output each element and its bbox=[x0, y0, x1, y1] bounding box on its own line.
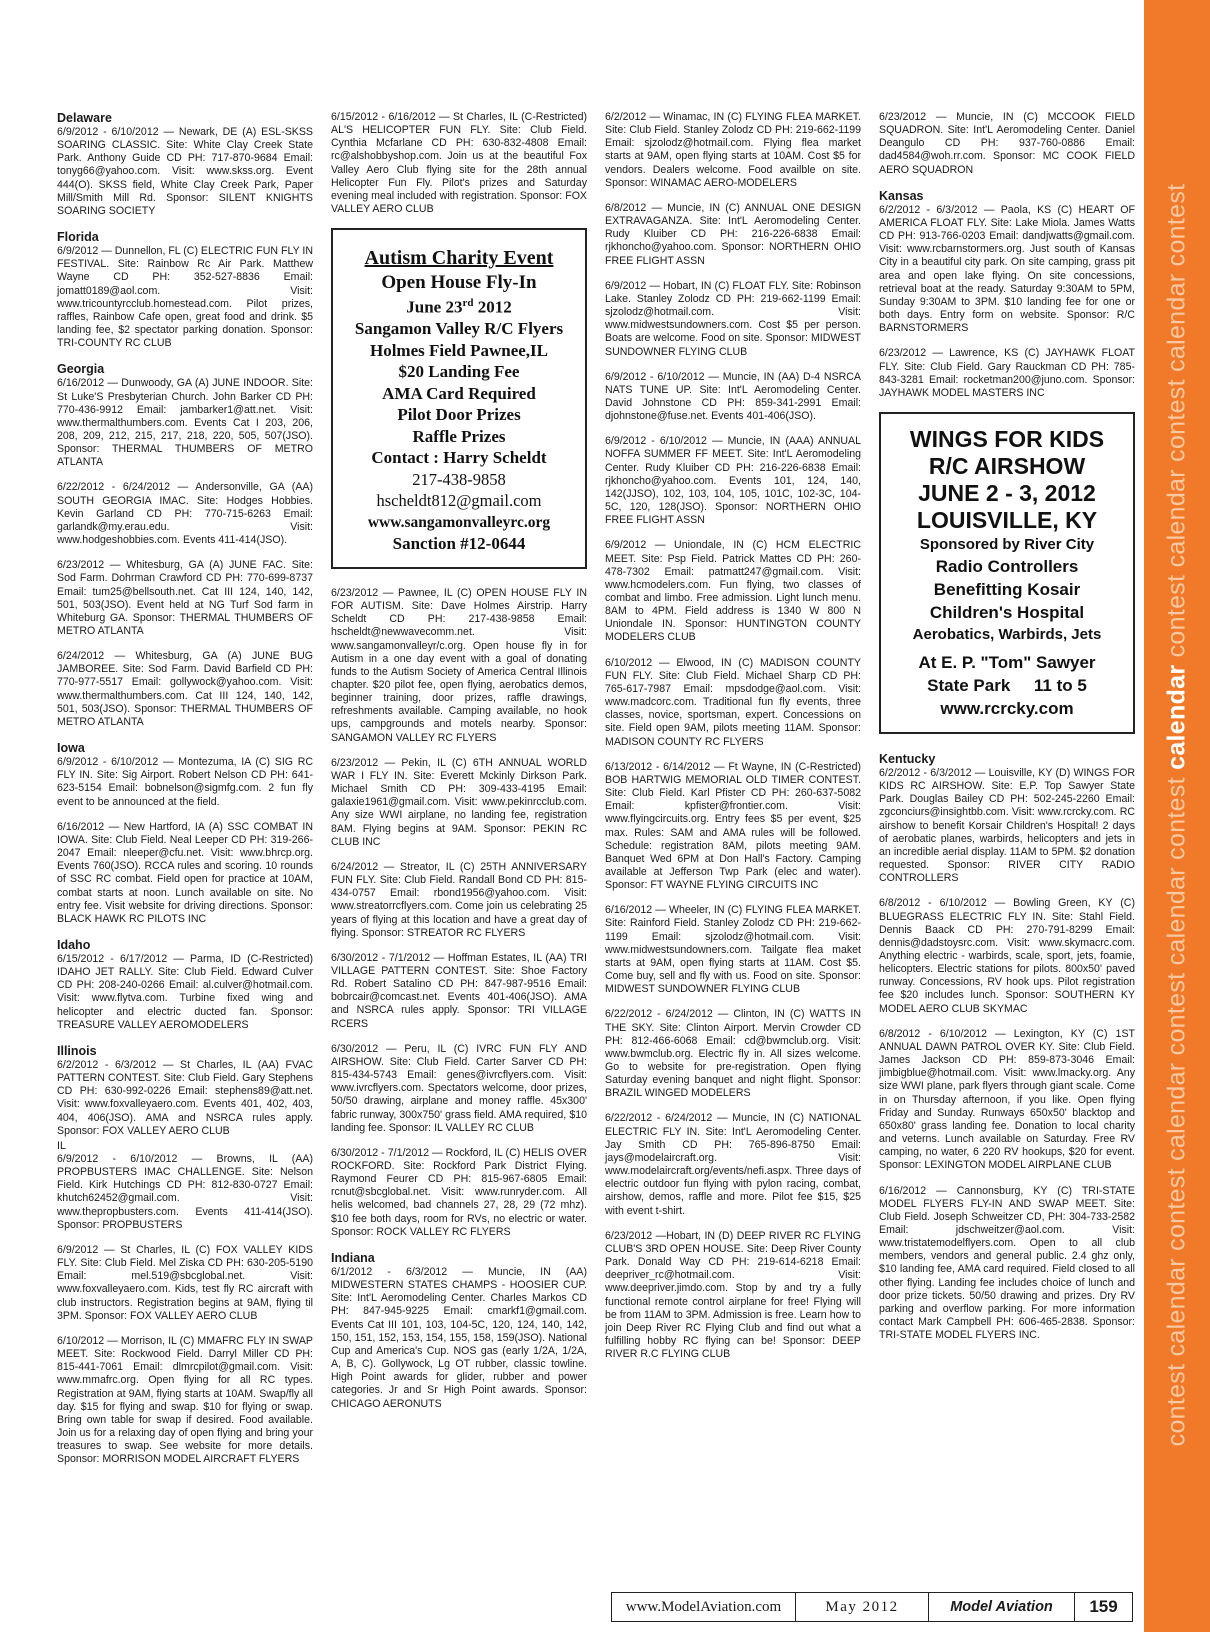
event-entry: 6/15/2012 - 6/16/2012 — St Charles, IL (C-Restricted) AL'S HELICOPTER FUN FLY. Site: Club Field. Cynthia Mcfarlane CD PH: 630-832-4808 Email: rc@alshobbyshop.com. Join us at the beautiful Fox Valley Aero Club flying site for the 28th annual Helicopter Fun Fly. Pilot's prizes and Saturday evening meal included with registration. Sponsor: FOX VALLEY AERO CLUB bbox=[331, 111, 587, 216]
event-entry: 6/30/2012 — Peru, IL (C) IVRC FUN FLY AND AIRSHOW. Site: Club Field. Carter Sarver CD PH: 815-434-5743 Email: genes@ivrcflyers.com. Visit: www.ivrcflyers.com. Spectators welcome, door prizes, 50/50 drawing, airplane and money raffle. 45x300' fabric runway, 300x750' grass field. AMA required, $10 landing fee. Sponsor: IL VALLEY RC CLUB bbox=[331, 1042, 587, 1134]
ad-line: Pilot Door Prizes bbox=[397, 405, 521, 425]
page-number: 159 bbox=[1089, 1597, 1118, 1616]
event-entry: 6/22/2012 - 6/24/2012 — Andersonville, GA (AA) SOUTH GEORGIA IMAC. Site: Hodges Hobbies. Kevin Garland CD PH: 770-715-6263 Email: garlandk@my.erau.edu. Visit: www.hodgeshobbies.com. Events 411-414(JSO). bbox=[57, 481, 313, 547]
ad-line: Open House Fly-In bbox=[381, 271, 537, 293]
sidebar-word-highlight: calendar bbox=[1162, 664, 1191, 770]
event-entry: 6/23/2012 — Pekin, IL (C) 6TH ANNUAL WORLD WAR I FLY IN. Site: Everett Mckinly Dirkson Park. Michael Smith CD PH: 309-433-4195 Email: galaxie1961@gmail.com. Visit: www.pekinrcclub.com. Any size WWI airplane, no landing fee, registration 8AM. Flying begins at 9AM. Sponsor: PEKIN RC CLUB INC bbox=[331, 756, 587, 848]
ad-line: Raffle Prizes bbox=[412, 426, 506, 446]
sidebar-word: calendar bbox=[1162, 1258, 1191, 1357]
ad-line: Radio Controllers bbox=[935, 556, 1079, 576]
sidebar-word: calendar bbox=[1162, 469, 1191, 568]
ad-line: Holmes Field Pawnee,IL bbox=[369, 340, 548, 360]
ad-website: www.rcrcky.com bbox=[940, 698, 1074, 718]
event-entry: 6/24/2012 — Streator, IL (C) 25TH ANNIVERSARY FUN FLY. Site: Club Field. Randall Bond CD PH: 815-434-0757 Email: rbond1956@yahoo.com. Visit: www.streatorrcflyers.com. Come join us celebrating 25 years of flying at this location and have a great day of flying. Sponsor: STREATOR RC FLYERS bbox=[331, 860, 587, 939]
state-heading: Idaho bbox=[57, 937, 91, 952]
event-entry: 6/9/2012 - 6/10/2012 — Muncie, IN (AAA) ANNUAL NOFFA SUMMER FF MEET. Site: Int'L Aeromodeling Center. Rudy Kluiber CD PH: 216-226-6838 Email: rjkhoncho@yahoo.com. Events 101, 124, 140, 142(JJSO), 102, 103, 104, 105, 101C, 102-3C, 104-5C, 120, 128(JSO). Sponsor: NORTHERN OHIO FREE FLIGHT ASSN bbox=[605, 435, 861, 527]
event-entry: 6/30/2012 - 7/1/2012 — Rockford, IL (C) HELIS OVER ROCKFORD. Site: Rockford Park District Flying. Raymond Feurer CD PH: 815-967-6805 Email: rcnut@sbcglobal.net. Visit: www.runryder.com. All helis welcomed, bad channels 27, 28, 29 (72 mhz). $10 fee both days, room for RVs, no electric or water. Sponsor: ROCK VALLEY RC FLYERS bbox=[331, 1146, 587, 1238]
ad-date: June 23rd 2012 bbox=[406, 297, 512, 317]
sidebar-word: contest bbox=[1162, 972, 1191, 1056]
event-entry: 6/16/2012 — Dunwoody, GA (A) JUNE INDOOR. Site: St Luke'S Presbyterian Church. John Barker CD PH: 770-436-9912 Email: jambarker1@att.net. Visit: www.thermalthumbers.com. Events Cat I 203, 206, 208, 209, 212, 215, 217, 218, 220, 505, 507(JSO). Sponsor: THERMAL THUMBERS OF METRO ATLANTA bbox=[57, 377, 313, 469]
state-heading: Kansas bbox=[879, 188, 924, 203]
event-entry: 6/9/2012 — Hobart, IN (C) FLOAT FLY. Site: Robinson Lake. Stanley Zolodz CD PH: 219-662-1199 Email: sjzolodz@hotmail.com. Visit: www.midwestsundowners.com. Cost $5 per person. Boats are welcome. Food on site. Sponsor: MIDWEST SUNDOWNER FLYING CLUB bbox=[605, 279, 861, 358]
event-entry: 6/23/2012 — Lawrence, KS (C) JAYHAWK FLOAT FLY. Site: Club Field. Gary Rauckman CD PH: 785-843-3281 Email: rocketman200@juno.com. Sponsor: JAYHAWK MODEL MASTERS INC bbox=[879, 347, 1135, 399]
ad-line: $20 Landing Fee bbox=[398, 362, 520, 382]
event-entry: 6/23/2012 — Whitesburg, GA (A) JUNE FAC. Site: Sod Farm. Dohrman Crawford CD PH: 770-699-8737 Email: tum25@bellsouth.net. Cat III 124, 140, 142, 501, 503(JSO). Event held at NG Turf Sod farm in Whiteburg GA. Sponsor: THERMAL THUMBERS OF METRO ATLANTA bbox=[57, 559, 313, 637]
event-entry: 6/22/2012 - 6/24/2012 — Muncie, IN (C) NATIONAL ELECTRIC FLY IN. Site: Int'L Aeromodeling Center. Jay Smith CD PH: 765-896-8750 Email: jays@modelaircraft.org. Visit: www.modelaircraft.org/events/nefi.aspx. Three days of electric outdoor fun flying with pylon racing, combat, airshow, demos, raffle and more. Pilot fee $15, $25 with event t-shirt. bbox=[605, 1112, 861, 1217]
sidebar-word: contest bbox=[1162, 777, 1191, 860]
ad-headline: WINGS FOR KIDS bbox=[909, 425, 1105, 452]
ad-line: Contact : Harry Scheldt bbox=[371, 448, 547, 468]
state-heading: Kentucky bbox=[879, 751, 936, 766]
event-entry: 6/23/2012 —Hobart, IN (D) DEEP RIVER RC FLYING CLUB'S 3RD OPEN HOUSE. Site: Deep River County Park. Donald Way CD PH: 219-614-6218 Email: deepriver_rc@hotmail.com. Visit: www.deepriver.jimdo.com. Stop by and try a fully functional remote control airplane for free! Flying will be from 11AM to 3PM. Admission is free. Learn how to join Deep River RC Flying Club and find out what a fulfilling hobby RC flying can be! Sponsor: DEEP RIVER R.C FLYING CLUB bbox=[605, 1229, 861, 1361]
sidebar-word: calendar bbox=[1162, 1062, 1191, 1161]
footer-date: May 2012 bbox=[796, 1593, 929, 1621]
event-entry: 6/16/2012 — Cannonsburg, KY (C) TRI-STATE MODEL FLYERS FLY-IN AND SWAP MEET. Site: Club Field. Joseph Schweitzer CD, PH: 304-733-2582 Email: jdschweitzer@aol.com. Visit: www.tristatemodelflyers.com. Open to all club members, vendors and general public. 2.4 ghz only, $10 landing fee, AMA card required. Field closed to all other flying. Landing fee includes choice of lunch and door prize tickets. 50/50 drawing and prizes. Dry RV parking and overflow parking. For more information contact Mark Campbell PH: 606-465-2838. Sponsor: TRI-STATE MODEL FLYERS INC. bbox=[879, 1184, 1135, 1342]
state-tag: IL bbox=[57, 1139, 66, 1152]
footer-website[interactable]: www.ModelAviation.com bbox=[612, 1593, 796, 1621]
autism-charity-ad bbox=[331, 228, 587, 569]
event-entry: 6/16/2012 — New Hartford, IA (A) SSC COMBAT IN IOWA. Site: Club Field. Neal Leeper CD PH: 319-266-2047 Email: nleeper@cfu.net. Visit: www.bhrcp.org. Events 760(JSO). RCCA rules and scoring. 10 rounds of SSC RC combat. Field open for practice at 10AM, combat starts at noon. Lunch available on site. No entry fee. Visit website for driving directions. Sponsor: BLACK HAWK RC PILOTS INC bbox=[57, 820, 313, 925]
ad-headline: LOUISVILLE, KY bbox=[916, 506, 1098, 533]
column-1 bbox=[57, 111, 313, 1478]
state-heading: Illinois bbox=[57, 1043, 97, 1058]
event-entry: 6/30/2012 - 7/1/2012 — Hoffman Estates, IL (AA) TRI VILLAGE PATTERN CONTEST. Site: Shoe Factory Rd. Robert Satalino CD PH: 847-987-9516 Email: bobrcair@comcast.net. Events 401-406(JSO). AMA and NSRCA rules apply. Sponsor: TRI VILLAGE RCERS bbox=[331, 951, 587, 1030]
event-entry: 6/10/2012 — Elwood, IN (C) MADISON COUNTY FUN FLY. Site: Club Field. Michael Sharp CD PH: 765-617-7987 Email: mpsdodge@aol.com. Visit: www.madcorc.com. Traditional fun fly events, three classes, novice, sportsman, expert. Concessions on site. Field open 9AM, pilots meeting 11AM. Sponsor: MADISON COUNTY RC FLYERS bbox=[605, 656, 861, 748]
state-heading: Georgia bbox=[57, 362, 105, 377]
column-2 bbox=[331, 111, 587, 1423]
state-heading: Indiana bbox=[331, 1250, 375, 1265]
event-entry: 6/16/2012 — Wheeler, IN (C) FLYING FLEA MARKET. Site: Rainford Field. Stanley Zolodz CD PH: 219-662-1199 Email: sjzolodz@hotmail.com. Visit: www.midwestsundowners.com. Tailgate flea maket starts at 9AM, open flying starts at 11AM. Cost $5. Come buy, sell and fly with us. Food on site. Sponsor: MIDWEST SUNDOWNER FLYING CLUB bbox=[605, 904, 861, 996]
ad-line: Benefitting Kosair bbox=[933, 579, 1081, 599]
column-4 bbox=[879, 111, 1135, 1354]
event-entry: 6/9/2012 — Dunnellon, FL (C) ELECTRIC FUN FLY IN FESTIVAL. Site: Rainbow Rc Air Park. Matthew Wayne CD PH: 352-527-8836 Email: jomatt0189@aol.com. Visit: www.tricountyrcclub.homestead.com. Pilot prizes, raffles, Rainbow Cafe open, great food and drink. $5 landing fee, $2 spectator parking donation. Sponsor: TRI-COUNTY RC CLUB bbox=[57, 245, 313, 350]
event-entry: 6/9/2012 - 6/10/2012 — Browns, IL (AA) PROPBUSTERS IMAC CHALLENGE. Site: Nelson Field. Kirk Hutchings CD PH: 812-830-0727 Email: khutch62452@gmail.com. Visit: www.thepropbusters.com. Events 411-414(JSO). Sponsor: PROPBUSTERS bbox=[57, 1153, 313, 1231]
event-entry: 6/8/2012 - 6/10/2012 — Bowling Green, KY (C) BLUEGRASS ELECTRIC FLY IN. Site: Stahl Field. Dennis Baack CD PH: 270-791-8299 Email: dennis@dadstoysrc.com. Visit: www.skymacrc.com. Anything electric - warbirds, scale, sport, jets, foamie, helicopters. Electric stations for pilots. 800x50' paved runway. Concessions, RV hook ups. Pilot registration fee $20 includes lunch. Sponsor: SOUTHERN KY MODEL AERO CLUB SKYMAC bbox=[879, 897, 1135, 1015]
event-entry: 6/24/2012 — Whitesburg, GA (A) JUNE BUG JAMBOREE. Site: Sod Farm. David Barfield CD PH: 770-977-5517 Email: gollywock@yahoo.com. Visit: www.thermalthumbers.com. Cat III 124, 140, 142, 501, 503(JSO). Sponsor: THERMAL THUMBERS OF METRO ATLANTA bbox=[57, 650, 313, 728]
sidebar-word: contest bbox=[1162, 1168, 1191, 1251]
event-entry: 6/23/2012 — Pawnee, IL (C) OPEN HOUSE FLY IN FOR AUTISM. Site: Dave Holmes Airstrip. Harry Scheldt CD PH: 217-438-9858 Email: hscheldt@newwavecomm.net. Visit: www.sangamonvalleyr/c.org. Open house fly in for Autism in a one day event with a goal of donating funds to the Autism Society of America Central Illinois chapter. $20 pilot fee, open flying, aerobatics demos, beginner training, door prizes, raffle drawings, refreshments available. Camping available, no hook ups, campgrounds and motels nearby. Sponsor: SANGAMON VALLEY RC FLYERS bbox=[331, 586, 587, 744]
event-entry: 6/9/2012 - 6/10/2012 — Montezuma, IA (C) SIG RC FLY IN. Site: Sig Airport. Robert Nelson CD PH: 641-623-5154 Email: bobnelson@sigmfg.com. 2 fun fly event to be announced at the field. bbox=[57, 756, 313, 808]
ad-title: Autism Charity Event bbox=[364, 247, 554, 270]
event-entry: 6/9/2012 — St Charles, IL (C) FOX VALLEY KIDS FLY. Site: Club Field. Mel Ziska CD PH: 630-205-5190 Email: mel.519@sbcglobal.net. Visit: www.foxvalleyaero.com. Kids, test fly RC aircraft with club instructors. Registration begins at 9AM, flying til 3PM. Sponsor: FOX VALLEY AERO CLUB bbox=[57, 1243, 313, 1322]
event-entry: 6/9/2012 - 6/10/2012 — Muncie, IN (AA) D-4 NSRCA NATS TUNE UP. Site: Int'L Aeromodeling Center. David Johnstone CD PH: 859-341-2991 Email: djohnstone@fuse.net. Events 401-406(JSO). bbox=[605, 370, 861, 423]
ad-line: At E. P. "Tom" Sawyer bbox=[918, 652, 1096, 672]
ad-website: www.sangamonvalleyrc.org bbox=[367, 513, 551, 531]
page-footer bbox=[611, 1592, 1133, 1622]
wings-for-kids-ad bbox=[879, 412, 1135, 734]
event-entry: 6/9/2012 - 6/10/2012 — Newark, DE (A) ESL-SKSS SOARING CLASSIC. Site: White Clay Creek State Park. Anthony Guide CD PH: 717-870-9684 Email: tonyg66@yahoo.com. Visit: www.skss.org. Event 444(O). SKSS field, White Clay Creek Park, Paper Mill/Smith Mill Rd. Sponsor: SILENT KNIGHTS SOARING SOCIETY bbox=[57, 126, 313, 217]
ad-headline: R/C AIRSHOW bbox=[928, 452, 1086, 479]
state-heading: Iowa bbox=[57, 741, 85, 756]
ad-line: Sanction #12-0644 bbox=[392, 534, 526, 554]
ad-line: AMA Card Required bbox=[382, 383, 536, 403]
ad-headline: JUNE 2 - 3, 2012 bbox=[918, 479, 1096, 506]
event-entry: 6/2/2012 - 6/3/2012 — Paola, KS (C) HEART OF AMERICA FLOAT FLY. Site: Lake Miola. James Watts CD PH: 913-766-0203 Email: dandjwatts@gmail.com. Visit: www.rcbarnstormers.org. Just south of Kansas City in a beautiful city park. On site camping, grass pit area and open lake flying. On site concessions, retrieval boat at the ready. Saturday 9:30AM to 5PM, Sunday 9:30AM to 3PM. $10 landing fee for one or both days. Entry form on website. Sponsor: R/C BARNSTORMERS bbox=[879, 203, 1135, 335]
ad-line: Children's Hospital bbox=[929, 602, 1085, 622]
event-entry: 6/22/2012 - 6/24/2012 — Clinton, IN (C) WATTS IN THE SKY. Site: Clinton Airport. Mervin Crowder CD PH: 812-466-6068 Email: cd@bwmclub.org. Visit: www.bwmclub.org. Electric fly in. All sizes welcome. Go to website for pre-registration. Open flying Saturday evening banquet and night flight. Sponsor: BRAZIL WINGED MODELERS bbox=[605, 1008, 861, 1100]
event-entry: 6/2/2012 — Winamac, IN (C) FLYING FLEA MARKET. Site: Club Field. Stanley Zolodz CD PH: 219-662-1199 Email: sjzolodz@hotmail.com. Flying flea market starts at 9AM, open flying starts at 10AM. Cost $5 for vendors. Dealers welcome. Food availble on site. Sponsor: WINAMAC AERO-MODELERS bbox=[605, 111, 861, 189]
sidebar-word: contest bbox=[1162, 379, 1191, 462]
ad-phone: 217-438-9858 bbox=[412, 469, 506, 489]
footer-magazine: Model Aviation bbox=[929, 1593, 1075, 1621]
event-entry: 6/13/2012 - 6/14/2012 — Ft Wayne, IN (C-Restricted) BOB HARTWIG MEMORIAL OLD TIMER CONTEST. Site: Club Field. Karl Pfister CD PH: 260-637-5082 Email: kpfister@frontier.com. Visit: www.flyingcircuits.org. Entry fees $5 per event, $25 max. Rules: SAM and AMA rules will be followed. Schedule: registration 8AM, pilots meeting 9AM. Banquet Wed 6PM at Don Hall's Factory. Camping available at Jefferson Twp Park (elec and water). Sponsor: FT WAYNE FLYING CIRCUITS INC bbox=[605, 760, 861, 892]
column-3 bbox=[605, 111, 861, 1373]
ad-email: hscheldt812@gmail.com bbox=[376, 491, 542, 511]
ad-line: Sponsored by River City bbox=[919, 535, 1095, 553]
sidebar-word: contest bbox=[1162, 574, 1191, 658]
event-entry: 6/9/2012 — Uniondale, IN (C) HCM ELECTRIC MEET. Site: Psp Field. Patrick Mattes CD PH: 260-478-7302 Email: patmatt247@gmail.com. Visit: www.hcmodelers.com. Fun flying, two classes of combat and limbo. Free admission. Light lunch menu. 8AM to 4PM. Field address is 1340 W 800 N Uniondale IN. Sponsor: HUNTINGTON COUNTY MODELERS CLUB bbox=[605, 539, 861, 644]
state-heading: Florida bbox=[57, 230, 99, 245]
ad-line: State Park 11 to 5 bbox=[927, 675, 1087, 695]
sidebar-word: calendar bbox=[1162, 273, 1191, 372]
sidebar-word: contest bbox=[1162, 183, 1191, 267]
event-entry: 6/1/2012 - 6/3/2012 — Muncie, IN (AA) MIDWESTERN STATES CHAMPS - HOOSIER CUP. Site: Int'L Aeromodeling Center. Charles Markos CD PH: 847-945-9225 Email: cmarkf1@gmail.com. Events Cat III 101, 103, 104-5C, 120, 124, 140, 142, 150, 151, 152, 153, 154, 155, 158, 159(JSO). National Cup and America's Cup. NOS gas (early 1/2A, 1/2A, A, B, C). Gollywock, Lg OT rubber, classic towline. High Point awards for glider, rubber and power categories. Jr and Sr High Point awards. Sponsor: CHICAGO AERONUTS bbox=[331, 1265, 587, 1410]
event-entry: 6/8/2012 - 6/10/2012 — Lexington, KY (C) 1ST ANNUAL DAWN PATROL OVER KY. Site: Club Field. James Jackson CD PH: 859-873-3046 Email: jimbigblue@hotmail.com. Visit: www.lmacky.org. Any size WWI plane, park flyers through giant scale. Come in on Thursday afternoon, if you like. Open flying Friday and Sunday. Runways 650x50' blacktop and 650x80' grass landing fee. Donation to local charity and veterns. Lunch available on Saturday. Free RV camping, no water, 6 220 RV hookups, $20 for event. Sponsor: LEXINGTON MODEL AIRPLANE CLUB bbox=[879, 1027, 1135, 1172]
ad-line: Sangamon Valley R/C Flyers bbox=[354, 319, 564, 339]
event-entry: 6/8/2012 — Muncie, IN (C) ANNUAL ONE DESIGN EXTRAVAGANZA. Site: Int'L Aeromodeling Center. Rudy Kluiber CD PH: 216-226-6838 Email: rjkhoncho@yahoo.com. Sponsor: NORTHERN OHIO FREE FLIGHT ASSN bbox=[605, 201, 861, 267]
state-heading: Delaware bbox=[57, 111, 112, 125]
sidebar-word: calendar bbox=[1162, 867, 1191, 966]
sidebar-contest-calendar-text bbox=[1163, 184, 1192, 1447]
sidebar-word: contest bbox=[1162, 1363, 1191, 1447]
event-entry: 6/23/2012 — Muncie, IN (C) MCCOOK FIELD SQUADRON. Site: Int'L Aeromodeling Center. Daniel Deangulo CD PH: 937-760-0886 Email: dad4584@woh.rr.com. Sponsor: MC COOK FIELD AERO SQUADRON bbox=[879, 111, 1135, 176]
event-entry: 6/15/2012 - 6/17/2012 — Parma, ID (C-Restricted) IDAHO JET RALLY. Site: Club Field. Edward Culver CD PH: 208-240-0266 Email: al.culver@hotmail.com. Visit: www.flytva.com. Turbine fixed wing and helicopter and electric ducted fan. Sponsor: TREASURE VALLEY AEROMODELERS bbox=[57, 952, 313, 1031]
event-entry: 6/2/2012 - 6/3/2012 — Louisville, KY (D) WINGS FOR KIDS RC AIRSHOW. Site: E.P. Top Sawyer State Park. Douglas Bailey CD PH: 502-245-2260 Email: zgconciurs@insightbb.com. Visit: www.rcrcky.com. RC airshow to benefit Korsair Children's Hospital! 2 days of aerobatic planes, warbirds, helicopters and jets in an incredible aerial display. 11AM to 5PM. $2 donation requested. Sponsor: RIVER CITY RADIO CONTROLLERS bbox=[879, 766, 1135, 885]
event-entry: 6/10/2012 — Morrison, IL (C) MMAFRC FLY IN SWAP MEET. Site: Rockwood Field. Darryl Miller CD PH: 815-441-7061 Email: dlmrcpilot@gmail.com. Visit: www.mmafrc.org. Open flying for all RC types. Registration at 9AM, flying starts at 10AM. Swap/fly all day. $15 for flying and swap. $10 for flying or swap. Bring own table for swap if desired. Food available. Join us for a relaxing day of open flying and bring your treasures to swap. See website for more details. Sponsor: MORRISON MODEL AIRCRAFT FLYERS bbox=[57, 1334, 313, 1466]
ad-line: Aerobatics, Warbirds, Jets bbox=[912, 625, 1102, 643]
event-entry: 6/2/2012 - 6/3/2012 — St Charles, IL (AA) FVAC PATTERN CONTEST. Site: Club Field. Gary Stephens CD PH: 630-992-0226 Email: stephens89@att.net. Visit: www.foxvalleyaero.com. Events 401, 402, 403, 404, 406(JSO). AMA and NSRCA rules apply. Sponsor: FOX VALLEY AERO CLUB bbox=[57, 1058, 313, 1137]
